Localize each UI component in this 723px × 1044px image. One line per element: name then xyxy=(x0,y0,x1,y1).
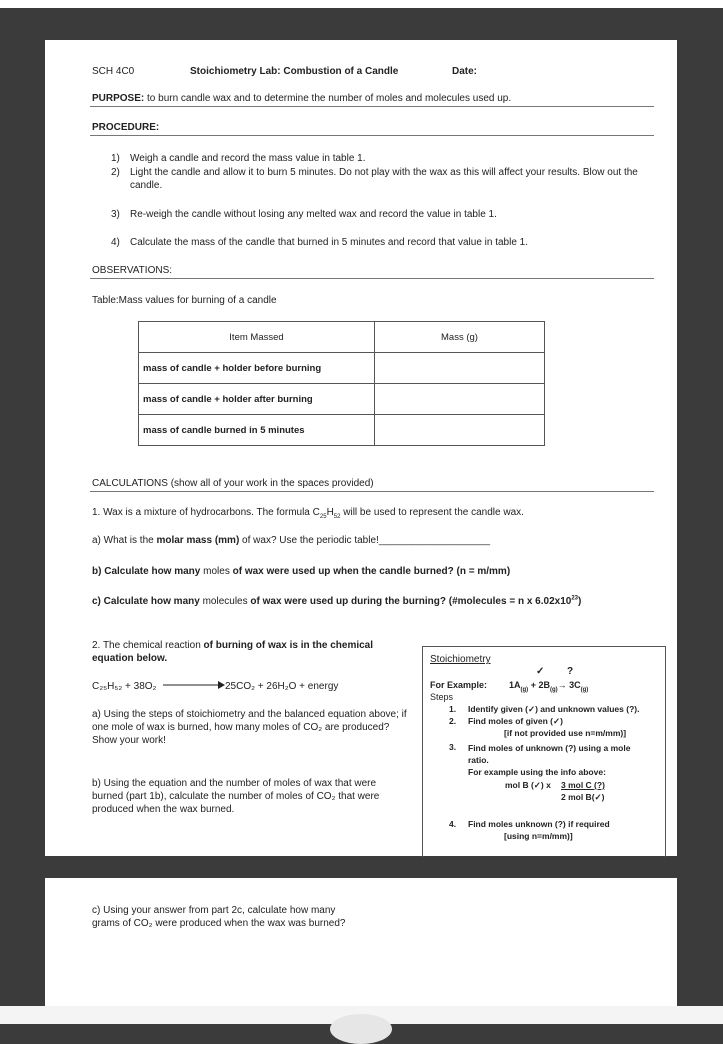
question-2-intro xyxy=(92,639,412,665)
eq-part: → 3C xyxy=(557,680,581,690)
q1-sub: 52 xyxy=(333,514,341,520)
answer-blank[interactable]: ____________________ xyxy=(378,535,491,546)
box-title: Stoichiometry xyxy=(430,654,491,665)
ratio-denominator: 2 mol B(✓) xyxy=(561,792,605,802)
observations-label: OBSERVATIONS: xyxy=(92,265,173,276)
table-row xyxy=(139,353,545,384)
example-label: For Example: xyxy=(430,680,488,690)
page-title: Stoichiometry Lab: Combustion of a Candle xyxy=(190,66,399,77)
question-2b: b) Using the equation and the number of moles of wax that were burned (part 1b), calculate the number of moles of CO₂ that were produced when the wax burned. xyxy=(92,778,380,815)
q1c-text: c) Calculate how many xyxy=(92,596,203,607)
equation-right: 25CO₂ + 26H₂O + energy xyxy=(225,681,339,692)
q2-bold: equation below. xyxy=(92,653,168,664)
help-step-4-note: [using n=m/mm)] xyxy=(504,831,573,841)
question-1a xyxy=(92,535,490,546)
stoichiometry-help-box xyxy=(422,646,666,857)
purpose-text: to burn candle wax and to determine the number of moles and molecules used up. xyxy=(144,93,512,104)
reaction-arrow-icon xyxy=(163,680,225,693)
step-1-text: Weigh a candle and record the mass value in table 1. xyxy=(130,153,366,164)
bottom-edge xyxy=(0,1006,723,1024)
help-step-3-example: For example using the info above: xyxy=(468,767,606,777)
mass-cell[interactable] xyxy=(375,353,545,384)
question-1c xyxy=(92,596,581,607)
q1b-text: b) Calculate how many xyxy=(92,566,204,577)
row-label: mass of candle + holder after burning xyxy=(139,384,375,415)
step-num: 3. xyxy=(449,742,457,752)
mass-table xyxy=(138,321,545,446)
worksheet-page-1 xyxy=(45,40,677,856)
check-mark-icon: ✓ xyxy=(536,666,545,677)
date-label: Date: xyxy=(452,66,478,77)
eq-sub: (g) xyxy=(580,686,589,693)
q1a-text: of wax? Use the periodic table! xyxy=(239,535,379,546)
help-step-2-note: [if not provided use n=m/mm)] xyxy=(504,728,627,738)
divider xyxy=(90,135,654,136)
scroll-handle[interactable] xyxy=(330,1014,392,1044)
step-2-text: Light the candle and allow it to burn 5 minutes. Do not play with the wax as this will affect your results. Blow out the candle. xyxy=(130,167,638,191)
step-3-text: Re-weigh the candle without losing any melted wax and record the value in table 1. xyxy=(130,209,497,220)
table-row xyxy=(139,415,545,446)
ratio-numerator: 3 mol C (?) xyxy=(561,780,605,790)
table-row xyxy=(139,384,545,415)
q1a-text: a) What is the xyxy=(92,535,157,546)
q1c-text: of wax were used up during the burning? (#molecules = n x 6.02x10 xyxy=(247,596,572,607)
divider xyxy=(90,106,654,107)
q1b-text: of wax were used up when the candle burned? (n = m/mm) xyxy=(229,566,511,577)
q1c-text: ) xyxy=(578,596,582,607)
course-code: SCH 4C0 xyxy=(92,66,135,77)
q1-text: will be used to represent the candle wax. xyxy=(340,507,524,518)
step-3-num: 3) xyxy=(111,209,120,220)
question-1 xyxy=(92,507,524,518)
eq-part: + 2B xyxy=(528,680,550,690)
row-label: mass of candle burned in 5 minutes xyxy=(139,415,375,446)
help-step-3: Find moles of unknown (?) using a mole ratio. xyxy=(468,743,631,765)
question-1b xyxy=(92,566,510,577)
procedure-label: PROCEDURE: xyxy=(92,122,160,133)
mass-cell[interactable] xyxy=(375,415,545,446)
top-edge xyxy=(0,0,723,8)
steps-label: Steps xyxy=(430,692,454,702)
equation-left: C₂₅H₅₂ + 38O₂ xyxy=(92,681,157,692)
table-header-row xyxy=(139,322,545,353)
help-step-4: Find moles unknown (?) if required xyxy=(468,819,610,829)
q1c-sup: 23 xyxy=(571,595,579,602)
purpose-line xyxy=(92,93,511,104)
unknown-mark: ? xyxy=(567,666,574,677)
ratio-left: mol B (✓) x xyxy=(505,780,551,790)
header-item-massed: Item Massed xyxy=(139,322,375,353)
purpose-label: PURPOSE: xyxy=(92,93,145,104)
q1b-text: moles xyxy=(203,566,230,577)
step-4-text: Calculate the mass of the candle that burned in 5 minutes and record that value in table 1. xyxy=(130,237,529,248)
divider xyxy=(90,278,654,279)
step-num: 2. xyxy=(449,716,457,726)
q1-text: 1. Wax is a mixture of hydrocarbons. The formula C xyxy=(92,507,320,518)
example-equation xyxy=(509,680,589,693)
divider xyxy=(90,491,654,492)
calculations-label: CALCULATIONS (show all of your work in the spaces provided) xyxy=(92,478,374,489)
q1c-text: molecules xyxy=(202,596,248,607)
step-4-num: 4) xyxy=(111,237,120,248)
question-2a: a) Using the steps of stoichiometry and the balanced equation above; if one mole of wax is burned, how many moles of CO₂ are produced? Show your work! xyxy=(92,709,407,746)
q1-text: H xyxy=(326,507,334,518)
help-step-2: Find moles of given (✓) xyxy=(468,716,563,726)
question-2c: c) Using your answer from part 2c, calculate how many grams of CO₂ were produced when the wax was burned? xyxy=(92,905,346,929)
step-num: 4. xyxy=(449,819,457,829)
eq-sub: (g) xyxy=(520,686,529,693)
table-caption: Table:Mass values for burning of a candle xyxy=(92,295,277,306)
help-step-1: Identify given (✓) and unknown values (?). xyxy=(468,704,640,714)
q1a-bold: molar mass (mm) xyxy=(156,535,240,546)
mass-cell[interactable] xyxy=(375,384,545,415)
row-label: mass of candle + holder before burning xyxy=(139,353,375,384)
step-1-num: 1) xyxy=(111,153,120,164)
eq-part: 1A xyxy=(509,680,521,690)
step-2-num: 2) xyxy=(111,167,120,178)
worksheet-page-2 xyxy=(45,878,677,1006)
eq-sub: (g) xyxy=(549,686,558,693)
q2-bold: of burning of wax is in the chemical xyxy=(203,640,374,651)
header-mass: Mass (g) xyxy=(375,322,545,353)
step-num: 1. xyxy=(449,704,457,714)
q1-sub: 25 xyxy=(319,514,327,520)
q2-text: 2. The chemical reaction xyxy=(92,640,204,651)
